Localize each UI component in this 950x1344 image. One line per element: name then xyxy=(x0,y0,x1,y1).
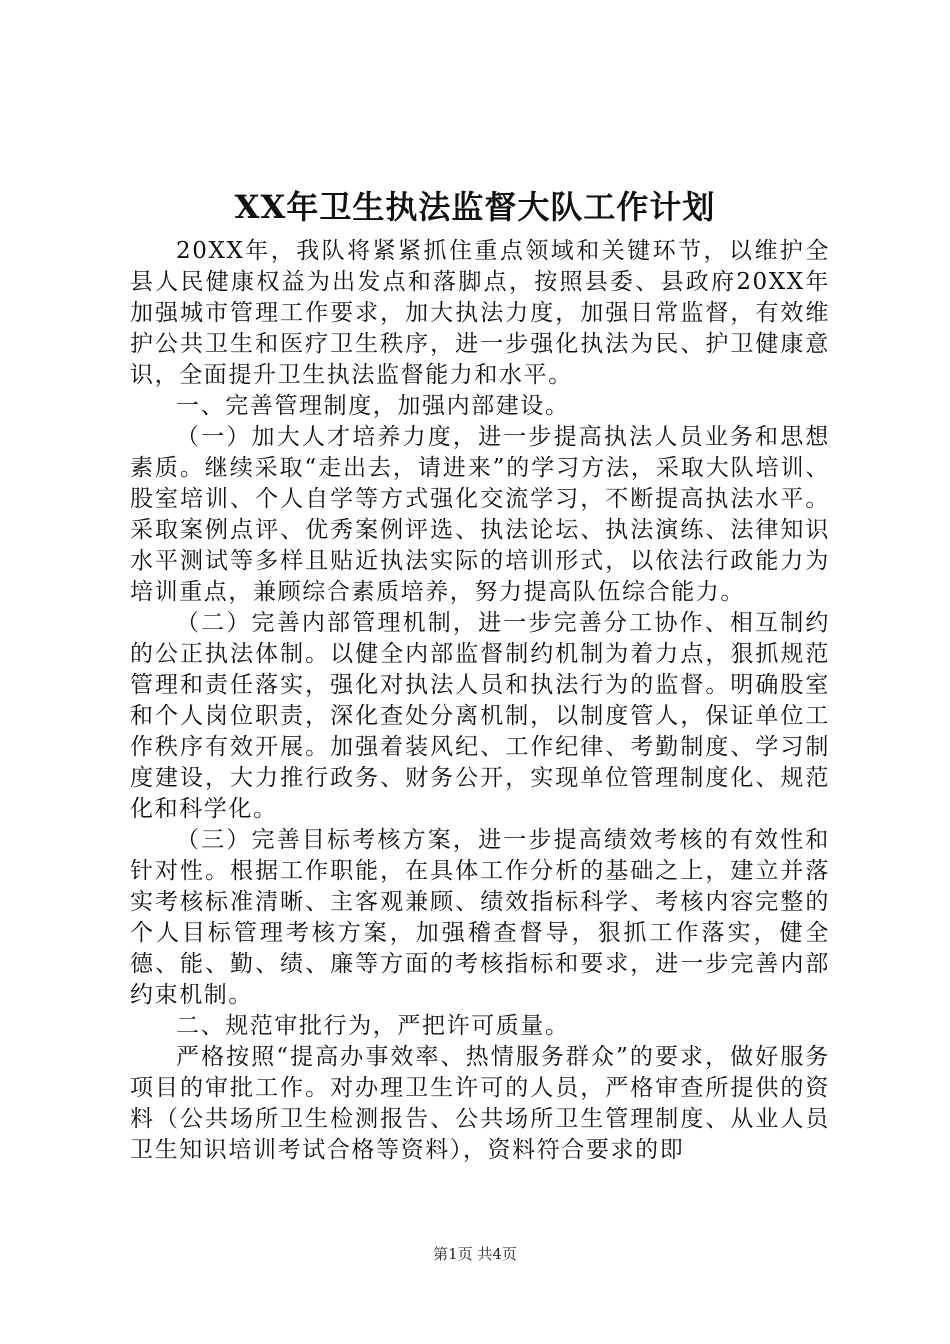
document-title: XX年卫生执法监督大队工作计划 xyxy=(234,188,716,226)
approval-paragraph: 严格按照“提高办事效率、热情服务群众”的要求，做好服务项目的审批工作。对办理卫生许可的人员，严格审查所提供的资料（公共场所卫生检测报告、公共场所卫生管理制度、从业人员卫生知识培训考试合格等资料），资料符合要求的即 xyxy=(130,1044,830,1163)
section-heading-2: 二、规范审批行为，严把许可质量。 xyxy=(176,1013,570,1039)
document-body xyxy=(130,236,830,1166)
subsection-paragraph-1: （一）加大人才培养力度，进一步提高执法人员业务和思想素质。继续采取“走出去，请进来”的学习方法，采取大队培训、股室培训、个人自学等方式强化交流学习，不断提高执法水平。采取案例点评、优秀案例评选、执法论坛、执法演练、法律知识水平测试等多样且贴近执法实际的培训形式，以依法行政能力为培训重点，兼顾综合素质培养，努力提高队伍综合能力。 xyxy=(130,424,830,605)
intro-paragraph: 20XX年，我队将紧紧抓住重点领域和关键环节，以维护全县人民健康权益为出发点和落脚点，按照县委、县政府20XX年加强城市管理工作要求，加大执法力度，加强日常监督，有效维护公共卫生和医疗卫生秩序，进一步强化执法为民、护卫健康意识，全面提升卫生执法监督能力和水平。 xyxy=(130,238,830,388)
subsection-paragraph-3: （三）完善目标考核方案，进一步提高绩效考核的有效性和针对性。根据工作职能，在具体工作分析的基础之上，建立并落实考核标准清晰、主客观兼顾、绩效指标科学、考核内容完整的个人目标管理考核方案，加强稽查督导，狠抓工作落实，健全德、能、勤、绩、廉等方面的考核指标和要求，进一步完善内部约束机制。 xyxy=(130,827,830,1008)
subsection-paragraph-2: （二）完善内部管理机制，进一步完善分工协作、相互制约的公正执法体制。以健全内部监督制约机制为着力点，狠抓规范管理和责任落实，强化对执法人员和执法行为的监督。明确股室和个人岗位职责，深化查处分离机制，以制度管人，保证单位工作秩序有效开展。加强着装风纪、工作纪律、考勤制度、学习制度建设，大力推行政务、财务公开，实现单位管理制度化、规范化和科学化。 xyxy=(130,610,830,822)
section-heading-1: 一、完善管理制度，加强内部建设。 xyxy=(176,393,570,419)
page-number-footer: 第1页 共4页 xyxy=(433,1245,517,1263)
